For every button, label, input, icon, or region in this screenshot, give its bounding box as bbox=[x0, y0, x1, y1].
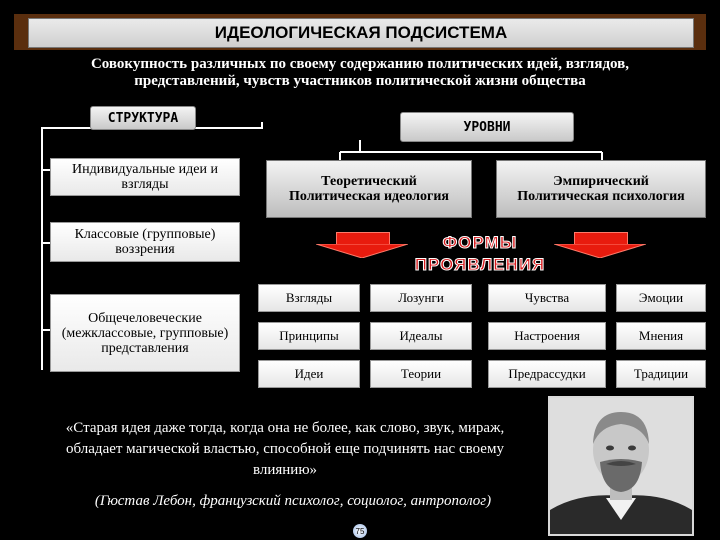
form-cell: Теории bbox=[370, 360, 472, 388]
forms-heading-line-1: ФОРМЫ bbox=[442, 233, 518, 252]
left-red-arrow-head-icon bbox=[316, 244, 408, 258]
structure-label: СТРУКТУРА bbox=[90, 106, 196, 130]
form-cell: Идеалы bbox=[370, 322, 472, 350]
structure-item-class: Классовые (групповые) воззрения bbox=[50, 222, 240, 262]
page-number-badge: 75 bbox=[353, 524, 367, 538]
form-cell: Принципы bbox=[258, 322, 360, 350]
quote-text: «Старая идея даже тогда, когда она не более, как слово, звук, мираж, обладает магической властью, способной еще подчинять нас своему влиянию» bbox=[65, 420, 505, 478]
form-cell: Настроения bbox=[488, 322, 606, 350]
form-cell: Мнения bbox=[616, 322, 706, 350]
form-cell: Чувства bbox=[488, 284, 606, 312]
form-cell: Традиции bbox=[616, 360, 706, 388]
level-theoretical-desc: Политическая идеология bbox=[288, 189, 450, 204]
level-theoretical-name: Теоретический bbox=[321, 174, 417, 189]
form-cell: Идеи bbox=[258, 360, 360, 388]
definition-line-1: Совокупность различных по своему содержанию политических идей, взглядов, bbox=[90, 56, 630, 72]
level-theoretical bbox=[266, 160, 472, 218]
level-empirical bbox=[496, 160, 706, 218]
page-title: ИДЕОЛОГИЧЕСКАЯ ПОДСИСТЕМА bbox=[28, 18, 694, 48]
forms-heading-line-2: ПРОЯВЛЕНИЯ bbox=[414, 255, 546, 274]
level-empirical-desc: Политическая психология bbox=[517, 189, 685, 204]
portrait-photo bbox=[548, 396, 694, 536]
structure-item-universal: Общечеловеческие (межклассовые, групповые) представления bbox=[50, 294, 240, 372]
forms-heading bbox=[410, 232, 550, 276]
levels-label: УРОВНИ bbox=[400, 112, 574, 142]
definition-text bbox=[20, 56, 700, 90]
definition-line-2: представлений, чувств участников политической жизни общества bbox=[134, 73, 586, 89]
portrait-illustration-icon bbox=[550, 398, 692, 534]
form-cell: Лозунги bbox=[370, 284, 472, 312]
form-cell: Взгляды bbox=[258, 284, 360, 312]
right-red-arrow-head-icon bbox=[554, 244, 646, 258]
structure-item-individual: Индивидуальные идеи и взгляды bbox=[50, 158, 240, 196]
level-empirical-name: Эмпирический bbox=[553, 174, 649, 189]
form-cell: Эмоции bbox=[616, 284, 706, 312]
quote-author: (Гюстав Лебон, французский психолог, социолог, антрополог) bbox=[94, 493, 492, 509]
form-cell: Предрассудки bbox=[488, 360, 606, 388]
